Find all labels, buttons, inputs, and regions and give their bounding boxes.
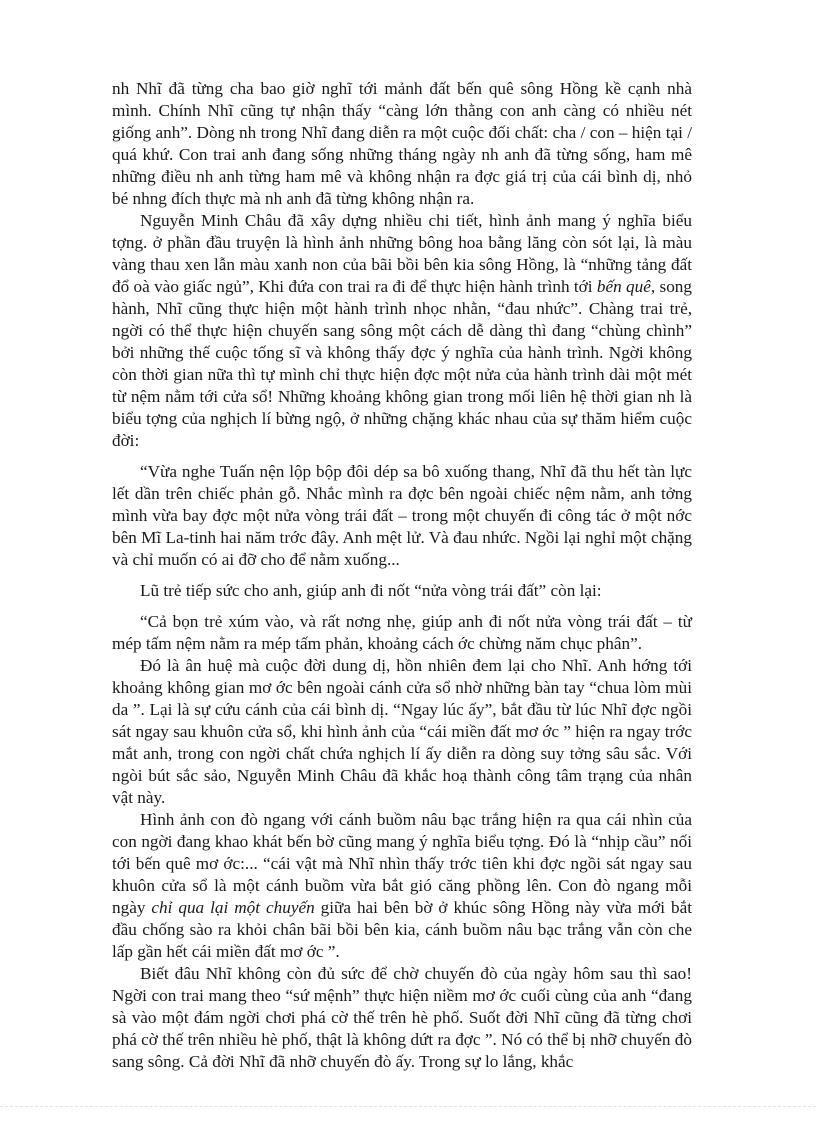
- paragraph-2: [112, 210, 692, 452]
- paragraph-1: [112, 78, 692, 210]
- italic-phrase: chỉ qua lại một chuyến: [151, 898, 315, 917]
- paragraph-text: nh Nhĩ đã từng cha bao giờ nghĩ tới mảnh đất bến quê sông Hồng kề cạnh nhà mình. Chính Nhĩ cũng tự nhận thấy “càng lớn thằng con anh càng có nhiều nét giống anh”. Dòng nh trong Nhĩ đang diễn ra một cuộc đối chất: cha / con – hiện tại / quá khứ. Con trai anh đang sống những tháng ngày nh anh đã từng sống, ham mê những điều nh anh từng ham mê và không nhận ra đợc giá trị của cái bình dị, nhỏ bé nhng đích thực mà nh anh đã từng không nhận ra.: [112, 79, 692, 208]
- paragraph-text: Lũ trẻ tiếp sức cho anh, giúp anh đi nốt “nửa vòng trái đất” còn lại:: [140, 581, 602, 600]
- document-page: [112, 78, 692, 1073]
- paragraph-5: [112, 809, 692, 963]
- quote-paragraph: [112, 611, 692, 655]
- paragraph-3: [112, 580, 692, 602]
- paragraph-text: “Vừa nghe Tuấn nện lộp bộp đôi dép sa bô xuống thang, Nhĩ đã thu hết tàn lực lết dần trên chiếc phản gỗ. Nhắc mình ra đợc bên ngoài chiếc nệm nằm, anh tởng mình vừa bay đợc một nửa vòng trái đất – trong một chuyến đi công tác ở một nớc bên Mĩ La-tinh hai năm trớc đây. Anh mệt lử. Và đau nhức. Ngồi lại nghỉ một chặng và chỉ muốn có ai đỡ cho để nằm xuống...: [112, 462, 692, 569]
- paragraph-text: “Cả bọn trẻ xúm vào, và rất nơng nhẹ, giúp anh đi nốt nửa vòng trái đất – từ mép tấm nệm nằm ra mép tấm phản, khoảng cách ớc chừng năm chục phân”.: [112, 612, 692, 653]
- paragraph-text: , song hành, Nhĩ cũng thực hiện một hành trình nhọc nhằn, “đau nhức”. Chàng trai trẻ, ngời có thể thực hiện chuyến sang sông một cách dễ dàng thì đang “chùng chình” bởi những thế cuộc tống sĩ và không thấy đợc ý nghĩa của hành trình. Ngời không còn thời gian nữa thì tự mình chỉ thực hiện đợc một nửa của hành trình dài một mét từ nệm nằm tới cửa sổ! Những khoảng không gian trong mối liên hệ thời gian nh là biểu tợng của nghịch lí bừng ngộ, ở những chặng khác nhau của sự thăm hiểm cuộc đời:: [112, 277, 692, 450]
- page-bottom-divider: [0, 1106, 816, 1107]
- paragraph-text: giữa hai bên bờ ở khúc sông Hồng này vừa mới bắt đầu chống sào ra khỏi chân bãi bồi bên kia, cánh buồm nâu bạc trắng vẫn còn che lấp gần hết cái miền đất mơ ớc ”.: [112, 898, 692, 961]
- paragraph-text: Đó là ân huệ mà cuộc đời dung dị, hồn nhiên đem lại cho Nhĩ. Anh hớng tới khoảng không gian mơ ớc bên ngoài cánh cửa sổ nhờ những bàn tay “chua lòm mùi da ”. Lại là sự cứu cánh của cái bình dị. “Ngay lúc ấy”, bắt đầu từ lúc Nhĩ đợc ngồi sát ngay sau khuôn cửa sổ, khi hình ảnh của “cái miền đất mơ ớc ” hiện ra ngay trớc mắt anh, trong con ngời chất chứa nghịch lí ấy diễn ra dòng suy tởng sâu sắc. Với ngòi bút sắc sảo, Nguyễn Minh Châu đã khắc hoạ thành công tâm trạng của nhân vật này.: [112, 656, 692, 807]
- paragraph-text: Hình ảnh con đò ngang với cánh buồm nâu bạc trắng hiện ra qua cái nhìn của con ngời đang khao khát bến bờ cũng mang ý nghĩa biểu tợng. Đó là “nhịp cầu” nối tới bến quê mơ ớc:... “cái vật mà Nhĩ nhìn thấy trớc tiên khi đợc ngồi sát ngay sau khuôn cửa sổ là một cánh buồm vừa bắt gió căng phồng lên. Con đò ngang mỗi ngày: [112, 810, 692, 917]
- paragraph-6: [112, 963, 692, 1073]
- paragraph-text: Nguyễn Minh Châu đã xây dựng nhiều chi tiết, hình ảnh mang ý nghĩa biểu tợng. ở phần đầu truyện là hình ảnh những bông hoa bằng lăng còn sót lại, là màu vàng thau xen lẫn màu xanh non của bãi bồi bên kia sông Hồng, là “những tảng đất đổ oà vào giấc ngủ”, Khi đứa con trai ra đi để thực hiện hành trình tới: [112, 211, 692, 296]
- quote-paragraph: [112, 461, 692, 571]
- paragraph-text: Biết đâu Nhĩ không còn đủ sức để chờ chuyến đò của ngày hôm sau thì sao! Ngời con trai mang theo “sứ mệnh” thực hiện niềm mơ ớc cuối cùng của anh “đang sà vào một đám ngời chơi phá cờ thế trên hè phố. Suốt đời Nhĩ cũng đã từng chơi phá cờ thế trên nhiều hè phố, thật là không dứt ra đợc ”. Nó có thể bị nhỡ chuyến đò sang sông. Cả đời Nhĩ đã nhỡ chuyến đò ấy. Trong sự lo lắng, khắc: [112, 964, 692, 1071]
- paragraph-4: [112, 655, 692, 809]
- italic-phrase: bến quê: [596, 277, 651, 296]
